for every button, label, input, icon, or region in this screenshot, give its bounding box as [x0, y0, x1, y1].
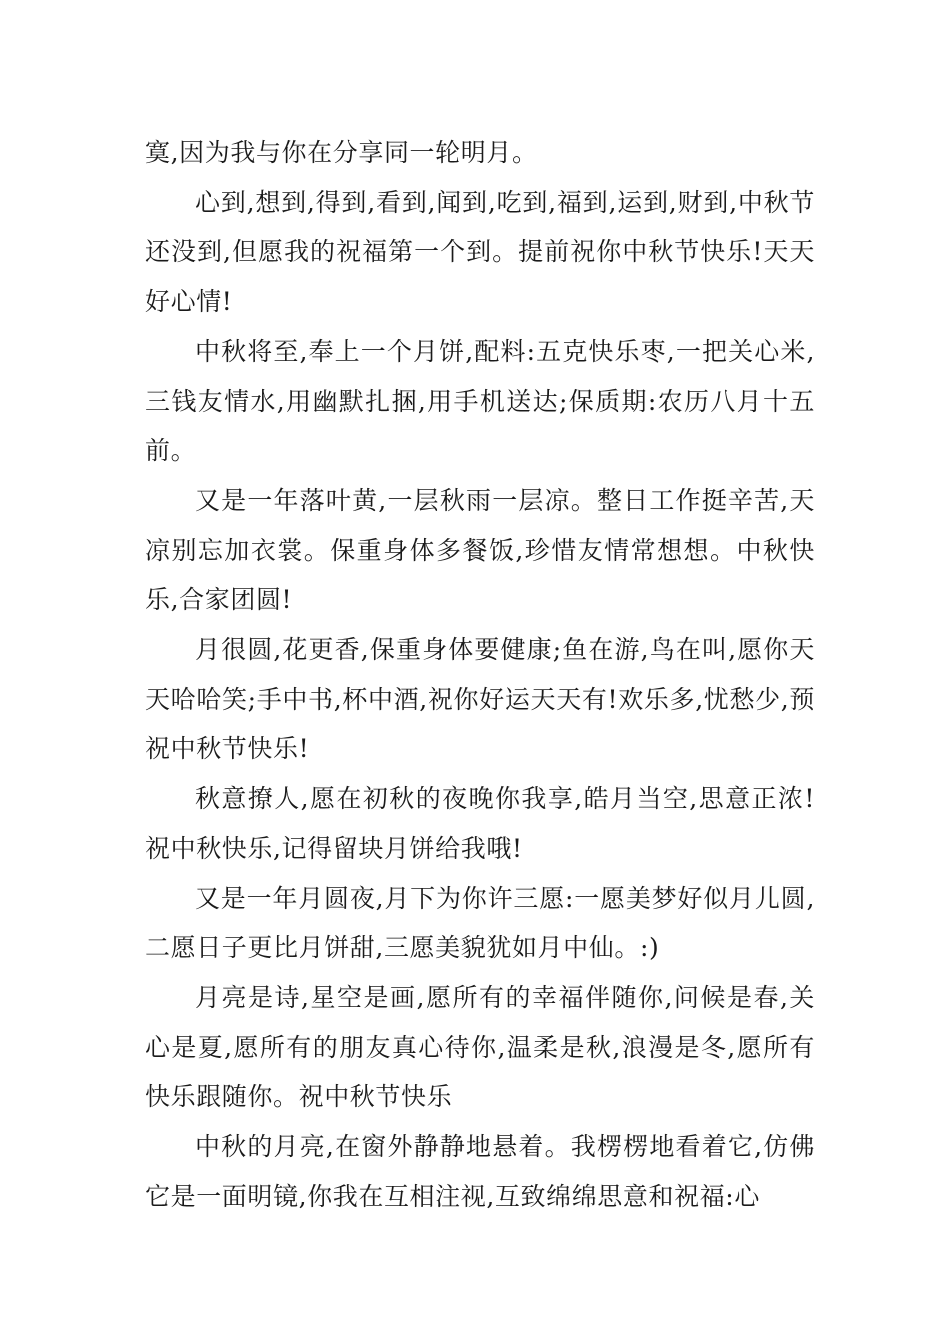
paragraph-round-moon: 月很圆,花更香,保重身体要健康;鱼在游,鸟在叫,愿你天天哈哈笑;手中书,杯中酒,祝你好运天天有!欢乐多,忧愁少,预祝中秋节快乐!	[145, 635, 815, 764]
paragraph-continuation: 寞,因为我与你在分享同一轮明月。	[145, 138, 538, 167]
document-page	[145, 128, 815, 1221]
paragraph-three-wishes: 又是一年月圆夜,月下为你许三愿:一愿美梦好似月儿圆,二愿日子更比月饼甜,三愿美貌犹如月中仙。:)	[145, 883, 815, 963]
paragraph-autumn-leaves: 又是一年落叶黄,一层秋雨一层凉。整日工作挺辛苦,天凉别忘加衣裳。保重身体多餐饭,珍惜友情常想想。中秋快乐,合家团圆!	[145, 485, 815, 615]
paragraph-mooncake-recipe: 中秋将至,奉上一个月饼,配料:五克快乐枣,一把关心米,三钱友情水,用幽默扎捆,用手机送达;保质期:农历八月十五前。	[145, 336, 815, 466]
paragraph-moon-mirror: 中秋的月亮,在窗外静静地悬着。我楞楞地看着它,仿佛它是一面明镜,你我在互相注视,互致绵绵思意和祝福:心	[145, 1132, 815, 1211]
paragraph-moon-poem: 月亮是诗,星空是画,愿所有的幸福伴随你,问候是春,关心是夏,愿所有的朋友真心待你,温柔是秋,浪漫是冬,愿所有快乐跟随你。祝中秋节快乐	[145, 982, 815, 1112]
paragraph-blessing-arrivals: 心到,想到,得到,看到,闻到,吃到,福到,运到,财到,中秋节还没到,但愿我的祝福第一个到。提前祝你中秋节快乐!天天好心情!	[145, 187, 815, 317]
paragraph-autumn-night: 秋意撩人,愿在初秋的夜晚你我享,皓月当空,思意正浓!祝中秋快乐,记得留块月饼给我哦!	[145, 784, 815, 863]
